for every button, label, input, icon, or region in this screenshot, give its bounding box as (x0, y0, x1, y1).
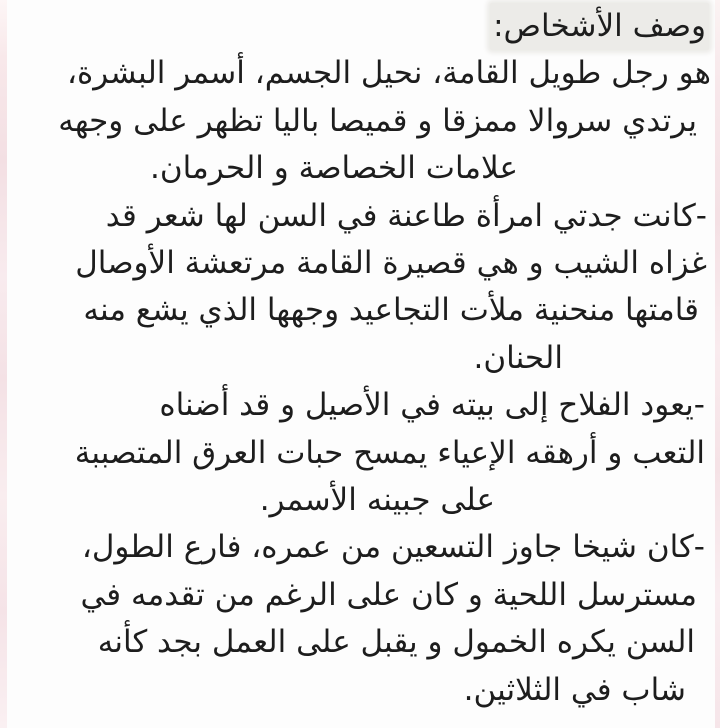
document-heading-text: وصف الأشخاص: (490, 3, 709, 50)
text-line: الحنان. (473, 339, 563, 376)
text-line: شاب في الثلاثين. (463, 671, 686, 708)
text-line: قامتها منحنية ملأت التجاعيد وجهها الذي يشع منه (83, 292, 699, 329)
text-line: التعب و أرهقه الإعياء يمسح حبات العرق المتصببة (74, 434, 705, 471)
text-line: -يعود الفلاح إلى بيته في الأصيل و قد أضناه (159, 387, 705, 424)
text-line: يرتدي سروالا ممزقا و قميصا باليا تظهر على وجهه (58, 102, 697, 139)
text-line: علامات الخصاصة و الحرمان. (150, 150, 518, 187)
text-line: -كان شيخا جاوز التسعين من عمره، فارع الطول، (81, 529, 705, 566)
text-block (5, 3, 713, 714)
right-edge-strip (715, 0, 720, 728)
document-heading (5, 3, 713, 50)
text-line: -كانت جدتي امرأة طاعنة في السن لها شعر قد (105, 197, 707, 234)
text-line: غزاه الشيب و هي قصيرة القامة مرتعشة الأوصال (75, 245, 707, 282)
text-line: مسترسل اللحية و كان على الرغم من تقدمه في (80, 576, 697, 613)
text-line: على جبينه الأسمر. (259, 482, 495, 519)
text-line: السن يكره الخمول و يقبل على العمل بجد كأنه (97, 624, 695, 661)
text-line: هو رجل طويل القامة، نحيل الجسم، أسمر البشرة، (66, 55, 711, 92)
